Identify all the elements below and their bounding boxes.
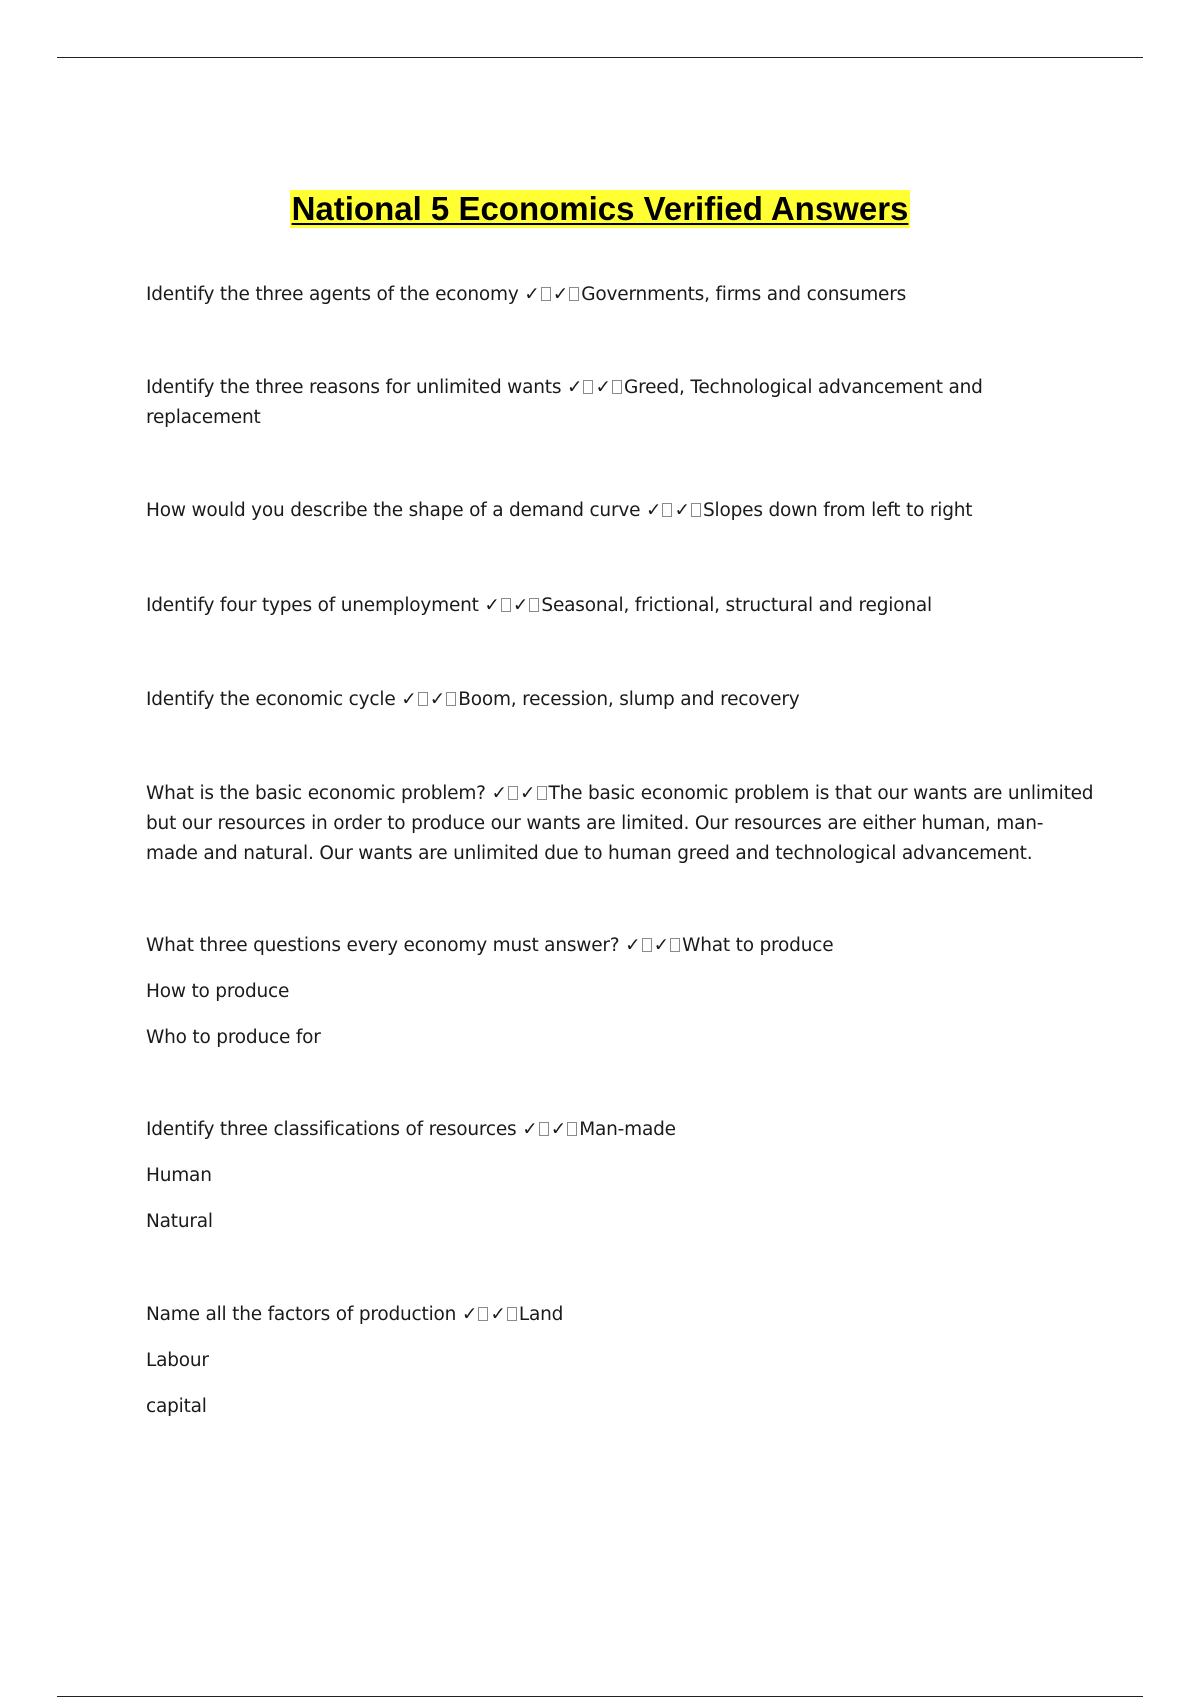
checkbox-glyph-icon [508,786,518,800]
checkbox-glyph-icon [539,1122,549,1136]
checkbox-glyph-icon [501,598,511,612]
check-icon: ✓ [512,595,529,616]
question-text: Identify three classifications of resources [146,1119,517,1140]
check-marks [646,500,703,521]
checkbox-glyph-icon [537,786,547,800]
qa-question-line [146,373,1096,433]
question-text: Identify the three reasons for unlimited wants [146,377,562,398]
check-icon: ✓ [490,1304,506,1325]
qa-question-line [146,496,1096,526]
question-text: Identify four types of unemployment [146,595,479,616]
check-icon: ✓ [674,500,690,521]
qa-item [146,280,1096,310]
qa-item [146,591,1096,621]
checkbox-glyph-icon [529,598,539,612]
answer-extra-line: Human [146,1165,212,1186]
check-icon: ✓ [524,284,540,305]
check-icon: ✓ [520,783,536,804]
check-marks [567,377,624,398]
check-icon: ✓ [653,935,670,956]
check-icon: ✓ [552,284,569,305]
check-icon: ✓ [522,1119,538,1140]
check-icon: ✓ [461,1304,478,1325]
question-text: Name all the factors of production [146,1304,457,1325]
qa-question-line [146,1115,1096,1145]
page-title: National 5 Economics Verified Answers [291,190,909,227]
qa-question-line [146,685,1096,715]
checkbox-glyph-icon [642,938,652,952]
answer-text: Greed, Technological advancement and replacement [146,377,983,428]
check-marks [522,1119,579,1140]
check-marks [484,595,541,616]
question-text: What is the basic economic problem? [146,783,486,804]
answer-text: Boom, recession, slump and recovery [458,689,800,710]
answer-text: Governments, firms and consumers [581,284,907,305]
checkbox-glyph-icon [612,380,622,394]
check-icon: ✓ [645,500,662,521]
checkbox-glyph-icon [691,503,701,517]
qa-item [146,931,1096,1053]
check-marks [524,284,581,305]
check-icon: ✓ [625,935,641,956]
checkbox-glyph-icon [541,287,551,301]
check-icon: ✓ [595,377,611,398]
qa-question-line [146,280,1096,310]
qa-item [146,685,1096,715]
bottom-rule [57,1696,1143,1697]
question-text: How would you describe the shape of a demand curve [146,500,641,521]
check-icon: ✓ [484,595,500,616]
qa-question-line [146,779,1096,869]
checkbox-glyph-icon [507,1307,517,1321]
qa-item [146,496,1096,526]
checkbox-glyph-icon [583,380,593,394]
checkbox-glyph-icon [478,1307,488,1321]
qa-question-line [146,931,1096,961]
answer-text: What to produce [682,935,834,956]
answer-text: Man-made [579,1119,676,1140]
qa-question-line [146,591,1096,621]
answer-text: Land [518,1304,564,1325]
checkbox-glyph-icon [446,692,456,706]
answer-text: Slopes down from left to right [703,500,973,521]
checkbox-glyph-icon [418,692,428,706]
answer-extra-line: Natural [146,1211,213,1232]
answer-text: The basic economic problem is that our wants are unlimited but our resources in order to produce our wants are limited. Our resources are either human, man- made and natural. Our wants are unlimited due to human greed and technological advancement. [146,783,1094,864]
check-marks [625,935,682,956]
answer-text: Seasonal, frictional, structural and regional [541,595,932,616]
question-text: Identify the three agents of the economy [146,284,519,305]
check-marks [401,689,458,710]
checkbox-glyph-icon [567,1122,577,1136]
qa-item [146,1115,1096,1237]
answer-extra-line: Who to produce for [146,1027,321,1048]
check-marks [462,1304,519,1325]
checkbox-glyph-icon [670,938,680,952]
answer-extra-line: Labour [146,1350,209,1371]
qa-item [146,779,1096,869]
checkbox-glyph-icon [662,503,672,517]
question-text: Identify the economic cycle [146,689,396,710]
answer-extra-line: capital [146,1396,207,1417]
qa-item [146,1300,1096,1422]
check-marks [491,783,548,804]
check-icon: ✓ [401,689,417,710]
qa-question-line [146,1300,1096,1330]
check-icon: ✓ [566,377,583,398]
check-icon: ✓ [491,783,507,804]
check-icon: ✓ [550,1119,567,1140]
qa-item [146,373,1096,433]
check-icon: ✓ [429,689,446,710]
answer-extra-line: How to produce [146,981,290,1002]
title-container [0,190,1200,228]
top-rule [57,57,1143,58]
question-text: What three questions every economy must answer? [146,935,620,956]
checkbox-glyph-icon [569,287,579,301]
